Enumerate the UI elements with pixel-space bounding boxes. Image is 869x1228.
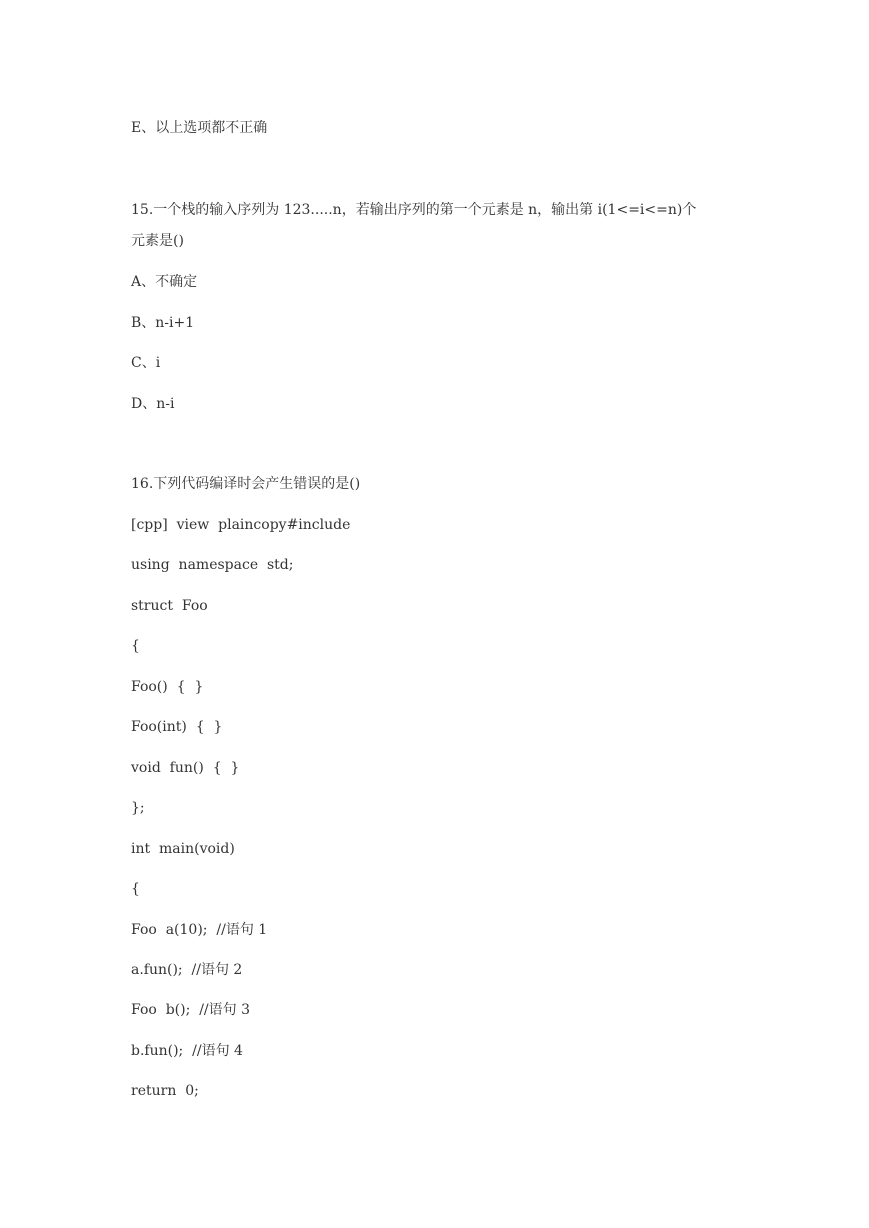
q15-option-d: D、n-i (131, 396, 175, 412)
code-line: using namespace std; (131, 557, 294, 573)
code-line: Foo(int) { } (131, 719, 223, 735)
q15-question-line1: 15.一个栈的输入序列为 123.....n，若输出序列的第一个元素是 n，输出第 i(1<=i<=n)个 (131, 202, 697, 218)
q15-option-a: A、不确定 (131, 274, 198, 290)
code-line: int main(void) (131, 841, 235, 857)
code-line: Foo() { } (131, 679, 204, 695)
code-line: [cpp] view plaincopy#include (131, 517, 351, 533)
code-line: { (131, 638, 140, 654)
code-line: { (131, 881, 140, 897)
code-line: a.fun(); //语句 2 (131, 962, 243, 978)
code-line: b.fun(); //语句 4 (131, 1043, 243, 1059)
q15-option-b: B、n-i+1 (131, 315, 195, 331)
q16-question: 16.下列代码编译时会产生错误的是() (131, 476, 361, 492)
code-line: Foo b(); //语句 3 (131, 1002, 250, 1018)
q15-question-line2: 元素是() (131, 233, 184, 249)
code-line: struct Foo (131, 598, 208, 614)
code-line: }; (131, 800, 145, 816)
code-line: return 0; (131, 1083, 199, 1099)
code-line: Foo a(10); //语句 1 (131, 922, 268, 938)
code-line: void fun() { } (131, 760, 240, 776)
q14-option-e: E、以上选项都不正确 (131, 120, 268, 136)
q15-option-c: C、i (131, 355, 161, 371)
